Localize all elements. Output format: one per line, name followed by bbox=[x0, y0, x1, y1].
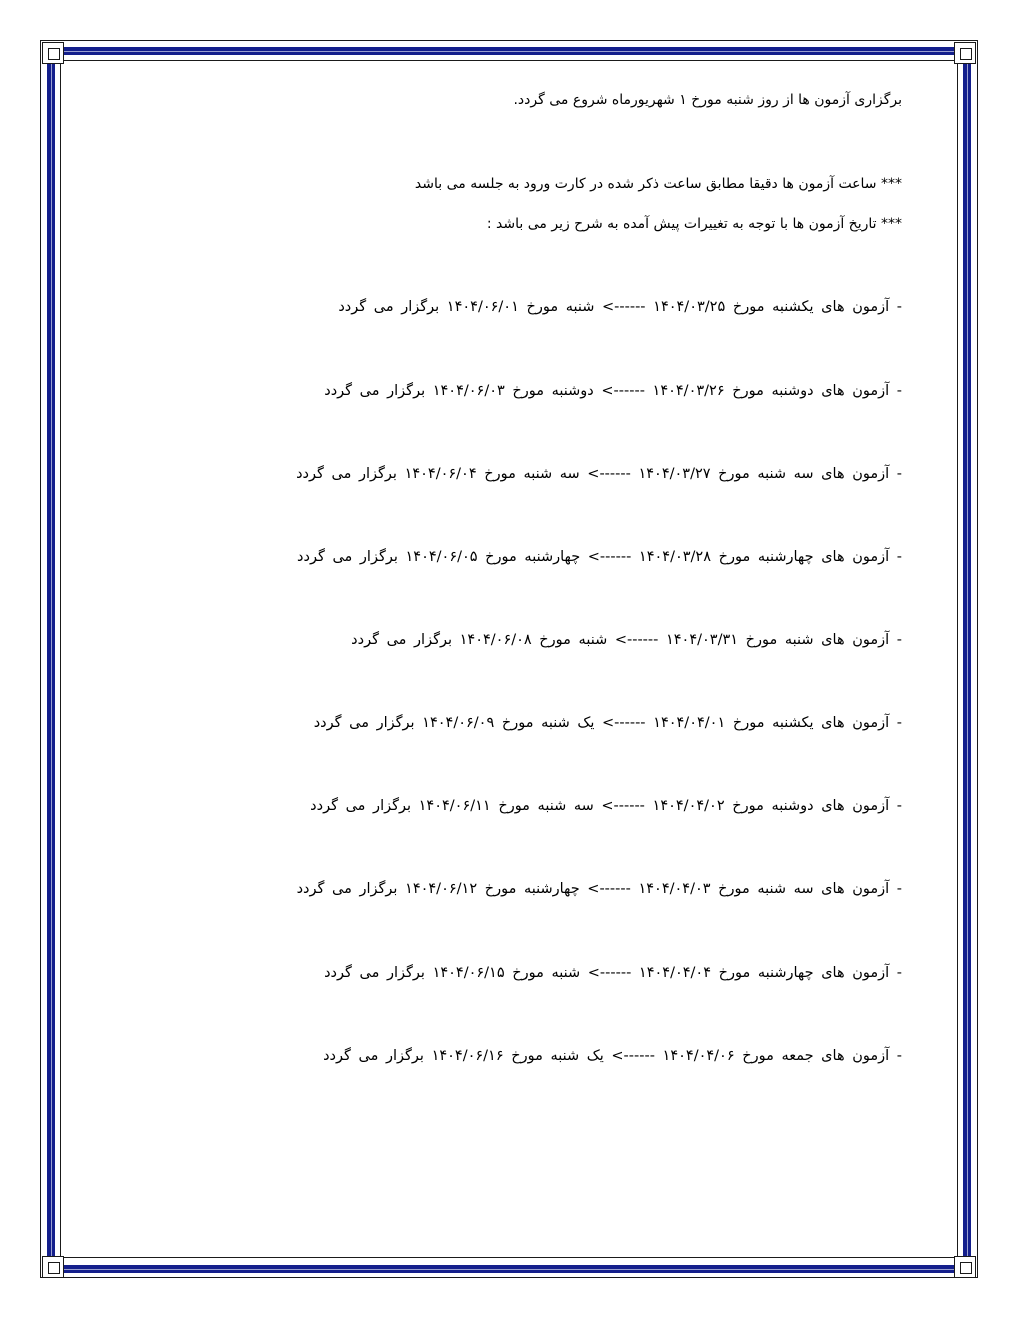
schedule-item: - آزمون های سه شنبه مورخ ۱۴۰۴/۰۴/۰۳ ------> چهارشنبه مورخ ۱۴۰۴/۰۶/۱۲ برگزار می گردد bbox=[296, 881, 902, 897]
page-border-hairline-bottom bbox=[55, 1269, 963, 1270]
page-border-hairline-left bbox=[51, 55, 52, 1265]
schedule-item: - آزمون های یکشنبه مورخ ۱۴۰۴/۰۳/۲۵ ------> شنبه مورخ ۱۴۰۴/۰۶/۰۱ برگزار می گردد bbox=[338, 299, 902, 315]
schedule-item: - آزمون های یکشنبه مورخ ۱۴۰۴/۰۴/۰۱ ------> یک شنبه مورخ ۱۴۰۴/۰۶/۰۹ برگزار می گردد bbox=[313, 715, 902, 731]
note-exam-time: *** ساعت آزمون ها دقیقا مطابق ساعت ذکر شده در کارت ورود به جلسه می باشد bbox=[414, 176, 902, 192]
schedule-item: - آزمون های جمعه مورخ ۱۴۰۴/۰۴/۰۶ ------> یک شنبه مورخ ۱۴۰۴/۰۶/۱۶ برگزار می گردد bbox=[323, 1048, 902, 1064]
border-corner-ornament bbox=[42, 42, 64, 64]
page-border-hairline-top bbox=[55, 51, 963, 52]
intro-text: برگزاری آزمون ها از روز شنبه مورخ ۱ شهریورماه شروع می گردد. bbox=[513, 92, 902, 108]
border-corner-ornament bbox=[42, 1256, 64, 1278]
note-exam-dates: *** تاریخ آزمون ها با توجه به تغییرات پیش آمده به شرح زیر می باشد : bbox=[486, 216, 902, 232]
schedule-item: - آزمون های سه شنبه مورخ ۱۴۰۴/۰۳/۲۷ ------> سه شنبه مورخ ۱۴۰۴/۰۶/۰۴ برگزار می گردد bbox=[296, 466, 902, 482]
schedule-item: - آزمون های چهارشنبه مورخ ۱۴۰۴/۰۳/۲۸ ------> چهارشنبه مورخ ۱۴۰۴/۰۶/۰۵ برگزار می گردد bbox=[297, 549, 902, 565]
schedule-item: - آزمون های دوشنبه مورخ ۱۴۰۴/۰۴/۰۲ ------> سه شنبه مورخ ۱۴۰۴/۰۶/۱۱ برگزار می گردد bbox=[310, 798, 902, 814]
schedule-item: - آزمون های دوشنبه مورخ ۱۴۰۴/۰۳/۲۶ ------> دوشنبه مورخ ۱۴۰۴/۰۶/۰۳ برگزار می گردد bbox=[324, 383, 902, 399]
schedule-item: - آزمون های شنبه مورخ ۱۴۰۴/۰۳/۳۱ ------> شنبه مورخ ۱۴۰۴/۰۶/۰۸ برگزار می گردد bbox=[351, 632, 902, 648]
border-corner-ornament bbox=[954, 1256, 976, 1278]
page-border-inner bbox=[60, 60, 958, 1258]
schedule-item: - آزمون های چهارشنبه مورخ ۱۴۰۴/۰۴/۰۴ ------> شنبه مورخ ۱۴۰۴/۰۶/۱۵ برگزار می گردد bbox=[324, 965, 902, 981]
border-corner-ornament bbox=[954, 42, 976, 64]
page-border-hairline-right bbox=[967, 55, 968, 1265]
